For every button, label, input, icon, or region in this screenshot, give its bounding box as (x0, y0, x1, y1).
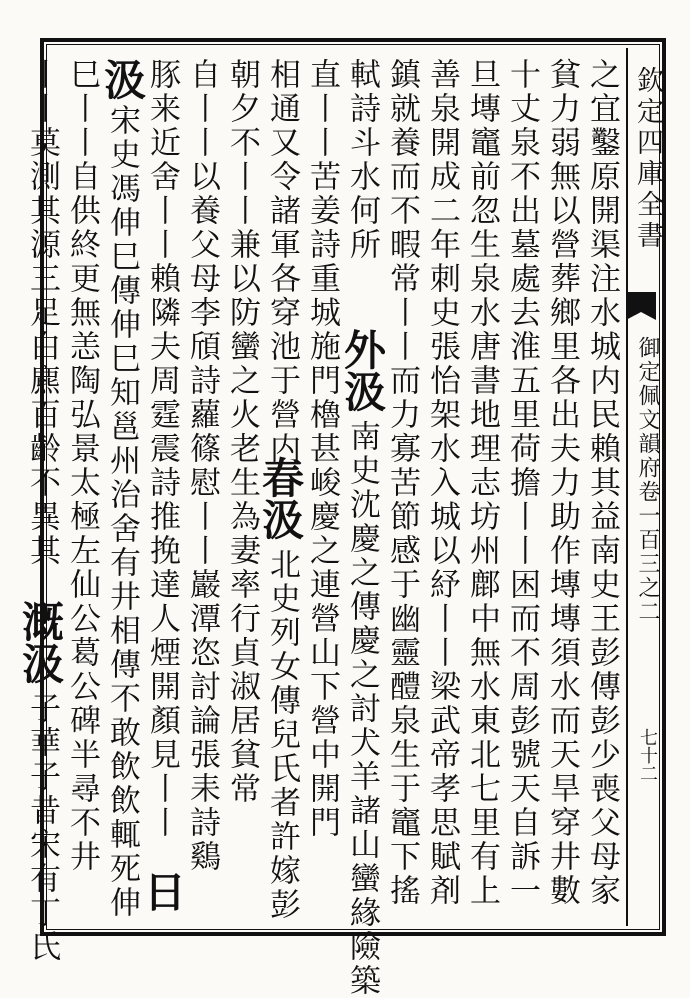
text-column-8: 直丨丨苦姜詩重城施門櫓甚峻慶之連營山下營中開門 (304, 58, 340, 840)
text-column-5: 善泉開成二年刺史張怡架水入城以紓丨丨梁武帝孝思賦剤 (424, 58, 460, 908)
book-title: 欽定四庫全書 (632, 66, 663, 252)
entry-heading-ri: 日 (138, 870, 187, 912)
text-column-7-upper: 軾詩斗水何所 (344, 58, 380, 262)
text-column-10: 朝夕不丨丨兼以防蠻之火老生為妻率行貞淑居貧常 (224, 58, 260, 806)
text-column-14: 巳丨丨自供終更無恙陶弘景太極左仙公葛公碑半尋不井 (64, 58, 100, 874)
fish-tail-ornament (626, 292, 656, 332)
text-column-7-lower: 南史沈慶之傳慶之討犬羊諸山蠻緣險築 (344, 420, 380, 998)
entry-heading-waiji: 外汲 (338, 328, 387, 412)
entry-heading-gaiji: 溉汲 (16, 600, 65, 684)
text-column-9-upper: 相通又令諸軍各穿池于營内 (264, 58, 300, 466)
entry-heading-ji: 汲 (98, 58, 147, 100)
text-column-15-lower: 子華子昔宋有丁氏 (24, 692, 60, 964)
text-column-6: 鎮就養而不暇常丨丨而力寡苦節感于幽靈醴泉生于竈下搖 (384, 58, 420, 908)
text-column-12: 豚来近舍丨丨賴隣夫周霆震詩推挽達人煙開顏見丨丨 (144, 58, 180, 840)
text-column-1: 之宜鑿原開渠注水城内民賴其益南史王彭傳彭少喪父母家 (584, 58, 620, 908)
text-column-4: 旦塼竈前忽生泉水唐書地理志坊州鄜中無水東北七里有上 (464, 58, 500, 908)
text-column-11: 自丨丨以養父母李頎詩蘿篠慰丨丨巖潭恣討論張耒詩鷄 (184, 58, 220, 874)
entry-heading-chunji: 春汲 (256, 456, 305, 540)
page-number: 七十二 (637, 728, 658, 782)
text-column-2: 貧力弱無以營葬鄉里各出夫力助作塼塼須水而天旱穿井數 (544, 58, 580, 908)
section-label: 御定佩文韻府卷一百三之二 (635, 336, 660, 624)
text-column-13: 宋史馮伸巳傳伸巳知邕州治舍有井相傳不敢飲飲輒死伸 (104, 104, 140, 920)
text-column-3: 十丈泉不出墓處去淮五里荷擔丨丨困而不周彭號天自訴一 (504, 58, 540, 908)
text-column-15-upper: 丨丨莫測其源三足白麃百齡不異其 (24, 58, 60, 568)
text-column-9-lower: 北史列女傳兒氏者許嫁彭 (264, 548, 300, 922)
